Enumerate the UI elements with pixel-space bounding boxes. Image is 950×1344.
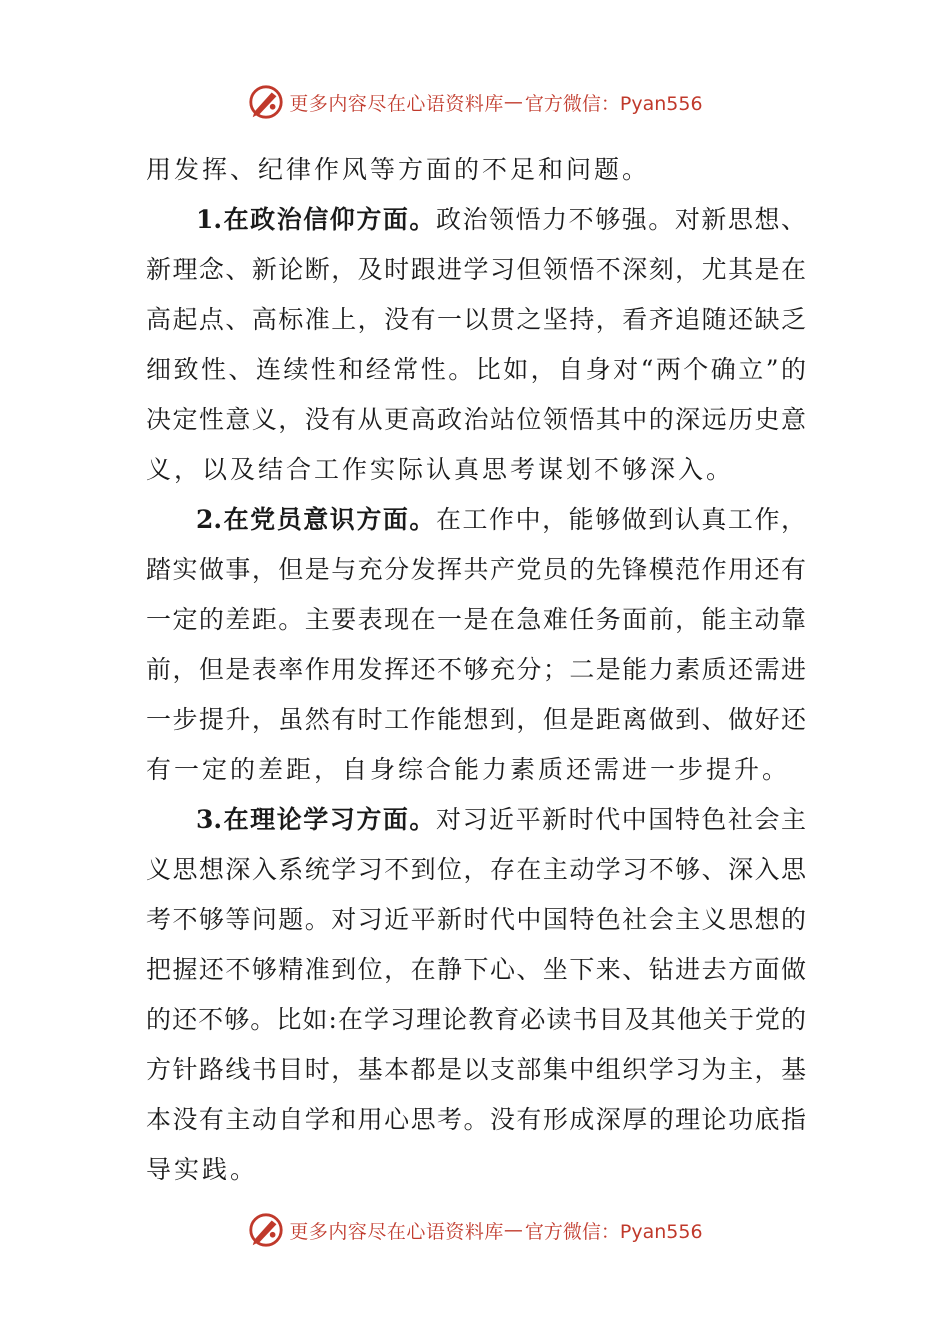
section-1-heading: 1.在政治信仰方面。 — [196, 205, 436, 234]
section-2-line-3: 一定的差距。主要表现在一是在急难任务面前，能主动靠 — [146, 605, 806, 634]
section-3-line-2: 义思想深入系统学习不到位，存在主动学习不够、深入思 — [146, 855, 806, 884]
intro-tail-line: 用发挥、纪律作风等方面的不足和问题。 — [146, 155, 651, 184]
section-1-line-5: 决定性意义，没有从更高政治站位领悟其中的深远历史意 — [146, 405, 806, 434]
footer-banner — [0, 1210, 950, 1250]
banner-wechat: 官方微信：Pyan556 — [524, 1220, 703, 1243]
section-3-line-7: 本没有主动自学和用心思考。没有形成深厚的理论功底指 — [146, 1105, 806, 1134]
section-1-first-line — [146, 195, 806, 245]
header-banner — [0, 82, 950, 122]
section-3-line-4: 把握还不够精准到位，在静下心、坐下来、钻进去方面做 — [146, 955, 806, 984]
section-2-first-line — [146, 495, 806, 545]
section-1-line-4: 细致性、连续性和经常性。比如，自身对“两个确立”的 — [146, 355, 806, 384]
section-1-line-3: 高起点、高标准上，没有一以贯之坚持，看齐追随还缺乏 — [146, 305, 806, 334]
banner-title: 更多内容尽在心语资料库 — [289, 92, 504, 115]
section-2-heading: 2.在党员意识方面。 — [196, 505, 436, 534]
banner-separator: — — [503, 91, 523, 113]
pen-logo-icon — [247, 1211, 285, 1249]
banner-title: 更多内容尽在心语资料库 — [289, 1220, 504, 1243]
section-1-line-6: 义，以及结合工作实际认真思考谋划不够深入。 — [146, 455, 735, 484]
section-3-line-3: 考不够等问题。对习近平新时代中国特色社会主义思想的 — [146, 905, 806, 934]
document-body — [146, 145, 806, 1195]
section-3-line-8: 导实践。 — [146, 1155, 259, 1184]
section-3-line-6: 方针路线书目时，基本都是以支部集中组织学习为主，基 — [146, 1055, 806, 1084]
section-3-line-1: 对习近平新时代中国特色社会主 — [435, 805, 806, 834]
section-3-first-line — [146, 795, 806, 845]
section-3-line-5: 的还不够。比如:在学习理论教育必读书目及其他关于党的 — [146, 1005, 806, 1034]
section-1-line-2: 新理念、新论断，及时跟进学习但领悟不深刻，尤其是在 — [146, 255, 806, 284]
pen-logo-icon — [247, 83, 285, 121]
banner-wechat: 官方微信：Pyan556 — [524, 92, 703, 115]
section-2-line-6: 有一定的差距，自身综合能力素质还需进一步提升。 — [146, 755, 791, 784]
section-2-line-1: 在工作中，能够做到认真工作， — [435, 505, 806, 534]
section-1-line-1: 政治领悟力不够强。对新思想、 — [435, 205, 806, 234]
section-2-line-2: 踏实做事，但是与充分发挥共产党员的先锋模范作用还有 — [146, 555, 806, 584]
banner-separator: — — [503, 1219, 523, 1241]
section-2-line-5: 一步提升，虽然有时工作能想到，但是距离做到、做好还 — [146, 705, 806, 734]
section-3-heading: 3.在理论学习方面。 — [196, 805, 436, 834]
section-2-line-4: 前，但是表率作用发挥还不够充分；二是能力素质还需进 — [146, 655, 806, 684]
